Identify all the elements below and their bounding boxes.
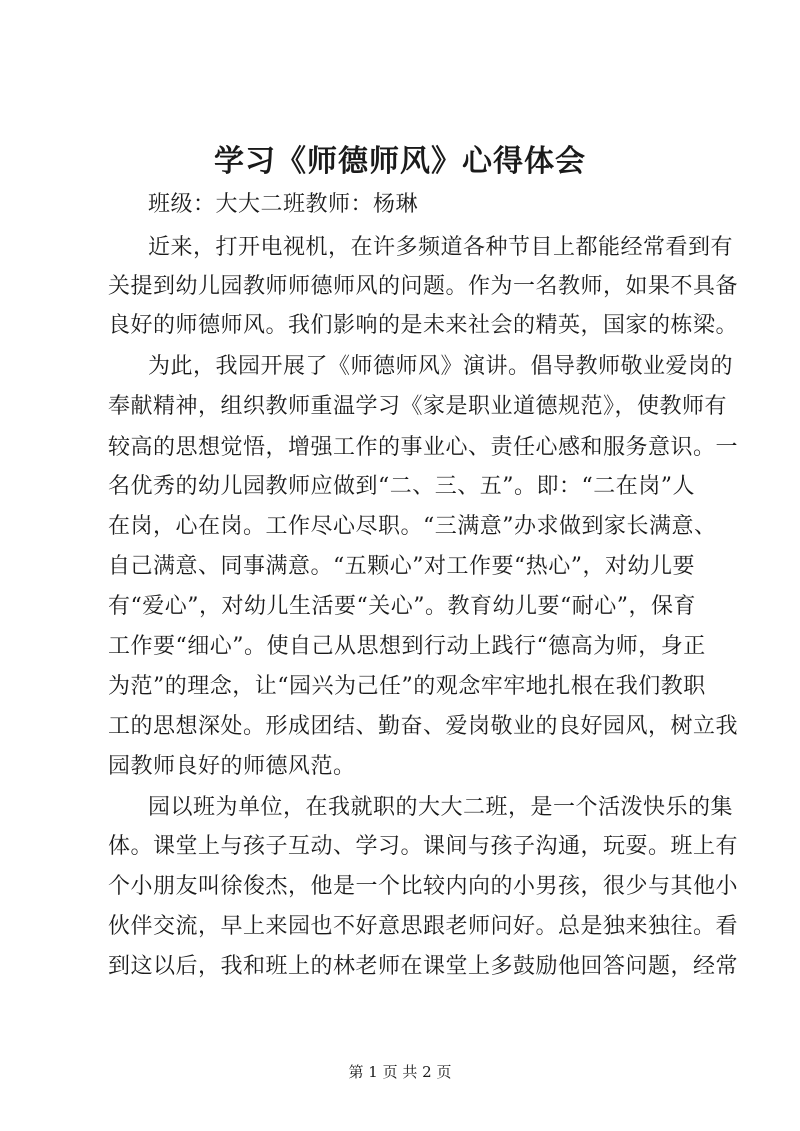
byline: 班级：大大二班教师：杨琳 — [148, 192, 419, 217]
body-line: 自己满意、同事满意。“五颗心”对工作要“热心”，对幼儿要 — [108, 554, 695, 579]
body-line: 园以班为单位，在我就职的大大二班，是一个活泼快乐的集 — [148, 795, 734, 820]
page-number-footer: 第 1 页 共 2 页 — [348, 1063, 452, 1081]
body-line: 工作要“细心”。使自己从思想到行动上践行“德高为师，身正 — [108, 634, 706, 659]
body-line: 良好的师德师风。我们影响的是未来社会的精英，国家的栋梁。 — [108, 313, 739, 338]
body-line: 较高的思想觉悟，增强工作的事业心、责任心感和服务意识。一 — [108, 435, 739, 460]
body-line: 为此，我园开展了《师德师风》演讲。倡导教师敬业爱岗的 — [148, 354, 734, 379]
body-line: 园教师良好的师德风范。 — [108, 754, 356, 779]
body-line: 个小朋友叫徐俊杰，他是一个比较内向的小男孩，很少与其他小 — [108, 874, 739, 899]
body-line: 伙伴交流，早上来园也不好意思跟老师问好。总是独来独往。看 — [108, 914, 739, 939]
body-line: 奉献精神，组织教师重温学习《家是职业道德规范》，使教师有 — [108, 394, 728, 419]
body-line: 名优秀的幼儿园教师应做到“二、三、五”。即：“二在岗”人 — [108, 474, 695, 499]
body-line: 有“爱心”，对幼儿生活要“关心”。教育幼儿要“耐心”，保育 — [108, 594, 696, 619]
body-line: 近来，打开电视机，在许多频道各种节目上都能经常看到有 — [148, 235, 734, 260]
body-line: 为范”的理念，让“园兴为己任”的观念牢牢地扎根在我们教职 — [108, 674, 706, 699]
document-title: 学习《师德师风》心得体会 — [214, 144, 586, 179]
body-line: 体。课堂上与孩子互动、学习。课间与孩子沟通，玩耍。班上有 — [108, 834, 739, 859]
body-line: 到这以后，我和班上的林老师在课堂上多鼓励他回答问题，经常 — [108, 954, 739, 979]
body-line: 工的思想深处。形成团结、勤奋、爱岗敬业的良好园风，树立我 — [108, 714, 739, 739]
body-line: 关提到幼儿园教师师德师风的问题。作为一名教师，如果不具备 — [108, 274, 739, 299]
body-line: 在岗，心在岗。工作尽心尽职。“三满意”办求做到家长满意、 — [108, 514, 717, 539]
